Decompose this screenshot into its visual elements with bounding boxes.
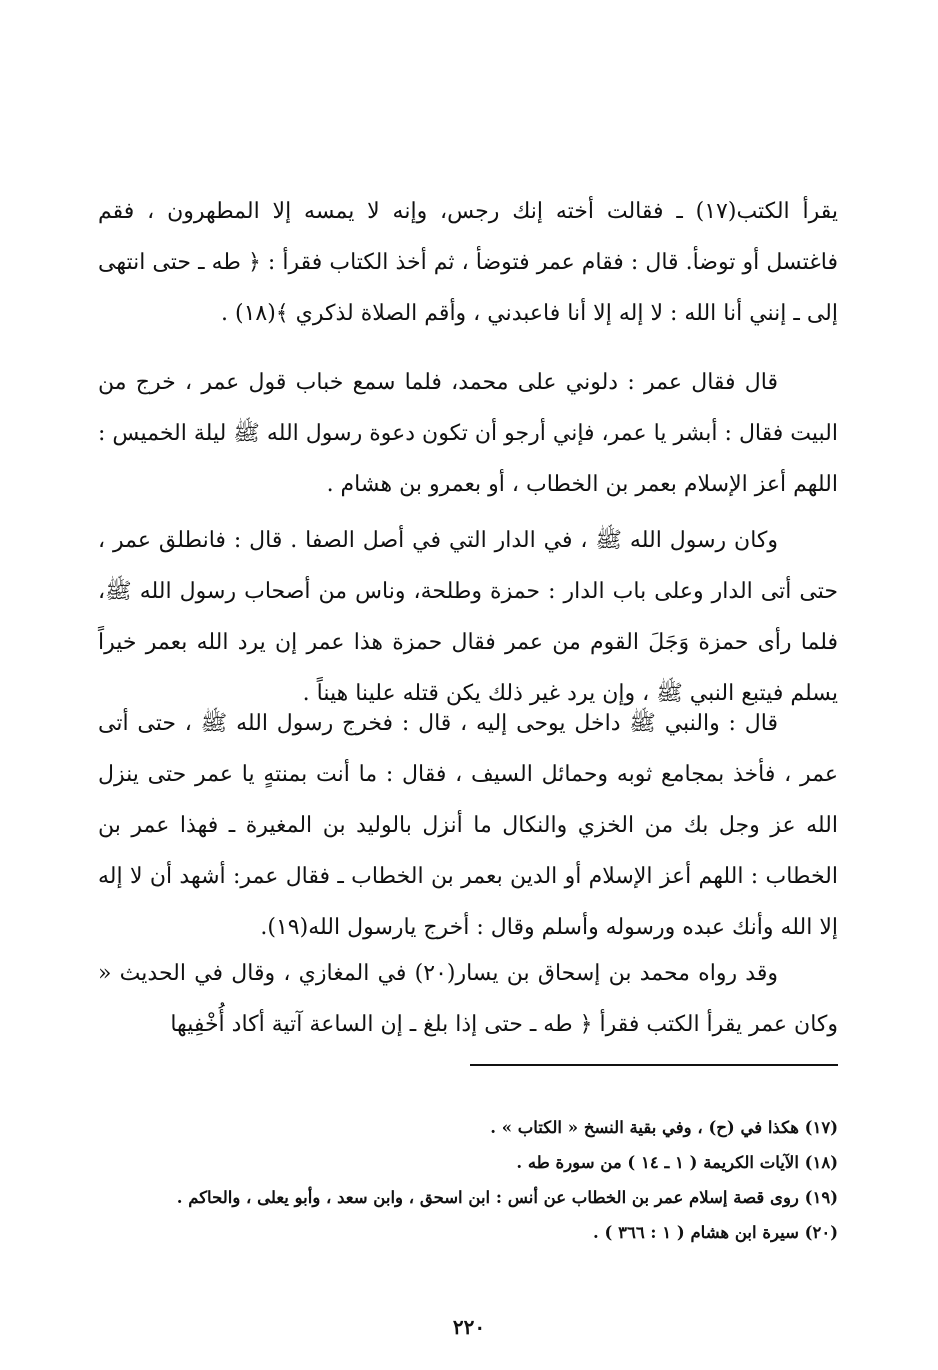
paragraph-text: وكان رسول الله ﷺ ، في الدار التي في أصل الصفا . قال : فانطلق عمر ، حتى أتى الدار وعلى باب الدار : حمزة وطلحة، وناس من أصحاب رسول الله ﷺ، فلما رأى حمزة وَجَلَ القوم من عمر فقال حمزة هذا عمر إن يرد الله بعمر خيراً يسلم فيتبع النبي ﷺ ، وإن يرد غير ذلك يكن قتله علينا هيناً . bbox=[98, 528, 838, 706]
paragraph-4 bbox=[98, 698, 838, 953]
paragraph-text: يقرأ الكتب(١٧) ـ فقالت أخته إنك رجس، وإنه لا يمسه إلا المطهرون ، فقم فاغتسل أو توضأ. قال : فقام عمر فتوضأ ، ثم أخذ الكتاب فقرأ : ﴿ طه ـ حتى انتهى إلى ـ إنني أنا الله : لا إله إلا أنا فاعبدني ، وأقم الصلاة لذكري ﴾(١٨) . bbox=[98, 199, 838, 326]
paragraph-3 bbox=[98, 515, 838, 719]
footnote-17: (١٧) هكذا في (ح) ، وفي بقية النسخ « الكتاب » . bbox=[490, 1118, 838, 1137]
paragraph-1 bbox=[98, 186, 838, 339]
footnote-20: (٢٠) سيرة ابن هشام ( ١ : ٣٦٦ ) . bbox=[593, 1223, 838, 1242]
page-number: ٢٢٠ bbox=[452, 1315, 486, 1339]
footnotes bbox=[98, 1110, 838, 1250]
footnote-19: (١٩) روى قصة إسلام عمر بن الخطاب عن أنس : ابن اسحق ، وابن سعد ، وأبو يعلى ، والحاكم . bbox=[176, 1188, 838, 1207]
paragraph-2 bbox=[98, 357, 838, 510]
footnote-divider bbox=[470, 1064, 838, 1066]
paragraph-5 bbox=[98, 948, 838, 1050]
paragraph-text: قال فقال عمر : دلوني على محمد، فلما سمع خباب قول عمر ، خرج من البيت فقال : أبشر يا عمر، فإني أرجو أن تكون دعوة رسول الله ﷺ ليلة الخميس : اللهم أعز الإسلام بعمر بن الخطاب ، أو بعمرو بن هشام . bbox=[98, 370, 838, 497]
footnote-18: (١٨) الآيات الكريمة ( ١ ـ ١٤ ) من سورة طه . bbox=[516, 1153, 838, 1172]
paragraph-text: قال : والنبي ﷺ داخل يوحى إليه ، قال : فخرج رسول الله ﷺ ، حتى أتى عمر ، فأخذ بمجامع ثوبه وحمائل السيف ، فقال : ما أنت بمنتهٍ يا عمر حتى ينزل الله عز وجل بك من الخزي والنكال ما أنزل بالوليد بن المغيرة ـ فهذا عمر بن الخطاب : اللهم أعز الإسلام أو الدين بعمر بن الخطاب ـ فقال عمر: أشهد أن لا إله إلا الله وأنك عبده ورسوله وأسلم وقال : أخرج يارسول الله(١٩). bbox=[98, 711, 838, 940]
paragraph-text: وقد رواه محمد بن إسحاق بن يسار(٢٠) في المغازي ، وقال في الحديث « وكان عمر يقرأ الكتب فقرأ ﴿ طه ـ حتى إذا بلغ ـ إن الساعة آتية أكاد أُخْفِيها bbox=[98, 961, 838, 1037]
